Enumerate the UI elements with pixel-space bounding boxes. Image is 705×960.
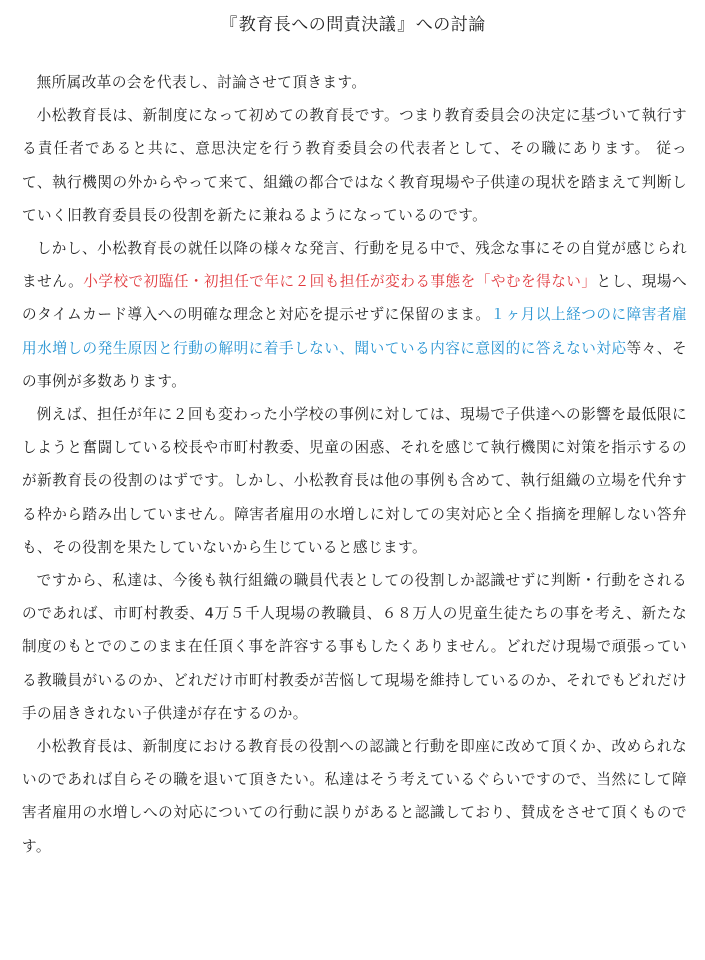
highlight-blue-text: １ヶ月以上経つのに障害者雇用水増しの発生原因と行動の解明に着手しない、聞いている内容に意図的に答えない対応 [22,306,687,357]
title-open-quote: 『 [220,15,238,35]
title-close-quote: 』 [397,15,415,35]
paragraph-criticism [22,232,687,398]
title-suffix: への討論 [415,15,486,35]
paragraph-role-description: 小松教育長は、新制度になって初めての教育長です。つまり教育委員会の決定に基づいて執行する責任者であると共に、意思決定を行う教育委員会の代表者として、その職にあります。 従って、執行機関の外からやって来て、組織の都合ではなく教育現場や子供達の現状を踏まえて判断していく旧教育委員長の役割を新たに兼ねるようになっているのです。 [22,107,687,224]
paragraph-opening: 無所属改革の会を代表し、討論させて頂きます。 [36,74,367,91]
criticism-intro: しかし、小松教育長の就任以降の様々な発言、行動を見る中で、残念な事にその自覚が感じられません。 [22,240,687,291]
document-title [0,12,705,38]
document-body [22,66,687,863]
criticism-end: 等々、その事例が多数あります。 [22,339,687,390]
paragraph-example: 例えば、担任が年に２回も変わった小学校の事例に対しては、現場で子供達への影響を最低限にしようと奮闘している校長や市町村教委、児童の困惑、それを感じて執行機関に対策を指示するのが新教育長の役割のはずです。しかし、小松教育長は他の事例も含めて、執行組織の立場を代弁する枠から踏み出していません。障害者雇用の水増しに対しての実対応と全く指摘を理解しない答弁も、その役割を果たしていないから生じていると感じます。 [22,406,687,556]
paragraph-position: ですから、私達は、今後も執行組織の職員代表としての役割しか認識せずに判断・行動をされるのであれば、市町村教委、4万５千人現場の教職員、６８万人の児童生徒たちの事を考え、新たな制度のもとでのこのまま在任頂く事を許容する事もしたくありません。どれだけ現場で頑張っている教職員がいるのか、どれだけ市町村教委が苦悩して現場を維持しているのか、それでもどれだけ手の届ききれない子供達が存在するのか。 [22,572,687,722]
criticism-middle: とし、現場へのタイムカード導入への明確な理念と対応を提示せずに保留のまま。 [22,273,688,324]
title-main: 教育長への問責決議 [238,15,397,35]
paragraph-conclusion: 小松教育長は、新制度における教育長の役割への認識と行動を即座に改めて頂くか、改められないのであれば自らその職を退いて頂きたい。私達はそう考えているぐらいですので、当然にして障害者雇用の水増しへの対応についての行動に誤りがあると認識しており、賛成をさせて頂くものです。 [22,738,687,855]
highlight-red-text: 小学校で初臨任・初担任で年に２回も担任が変わる事態を「やむを得ない」 [83,273,597,291]
